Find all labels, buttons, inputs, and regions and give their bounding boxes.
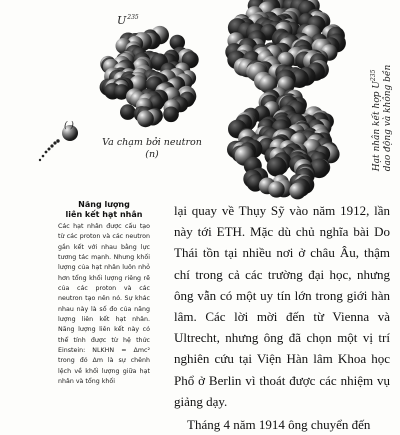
u235-label: $U^{235}$ [117,14,139,27]
compound-nucleus [225,0,346,199]
collision-caption: Va chạm bởi neutron (n) [102,137,202,160]
nucleon-ball [137,110,154,127]
u235-nucleus [100,26,199,127]
nucleon-ball [120,104,136,120]
compound-nucleus-caption: Hạt nhân kết hợp $U^{235}$ dao động và không bền [370,64,393,172]
nucleus-drawing [0,0,400,198]
main-text-column [174,200,390,433]
neutron-trail [39,139,60,161]
nucleon-ball [267,157,287,177]
nucleon-ball [268,181,284,197]
fission-illustration [0,0,400,198]
nucleon-ball [289,183,306,200]
sidebar-body: Các hạt nhân được cấu tạo từ các proton và các neutron gắn kết với nhau bằng lực tương tác mạnh. Nhưng khối lượng của hạt nhân luôn nhỏ hơn tổng khối lượng riêng rẽ của các proton và các neutron tạo nên nó. Sự khác nhau này là số đo của năng lượng liên kết hạt nhân. Năng lượng liên kết này có thể tính được từ hệ thức Einstein: NLKHN = Δmc² trong đó Δm là sự chênh lệch về khối lượng giữa hạt nhân và tổng khối [58,223,150,386]
paragraph: lại quay về Thụy Sỹ vào năm 1912, lần này tới ETH. Mặc dù chủ nghĩa bài Do Thái tồn tại nhiều nơi ở châu Âu, thậm chí trong cả các trường đại học, nhưng ông vẫn có một uy tín lớn trong giới hàn lâm. Các lời mời đến từ Vienna và Ultrecht, nhưng ông đã chọn một vị trí nghiên cứu tại Viện Hàn lâm Khoa học Phổ ở Berlin vì thoát được các nhiệm vụ giảng dạy. [174,203,390,409]
paragraph: Tháng 4 năm 1914 ông chuyển đến [187,417,371,433]
sidebar-title: Năng lượng liên kết hạt nhân [65,200,143,219]
neutron-symbol: ( ) [64,121,74,131]
binding-energy-sidebar [58,200,150,400]
nucleon-ball [163,107,179,123]
